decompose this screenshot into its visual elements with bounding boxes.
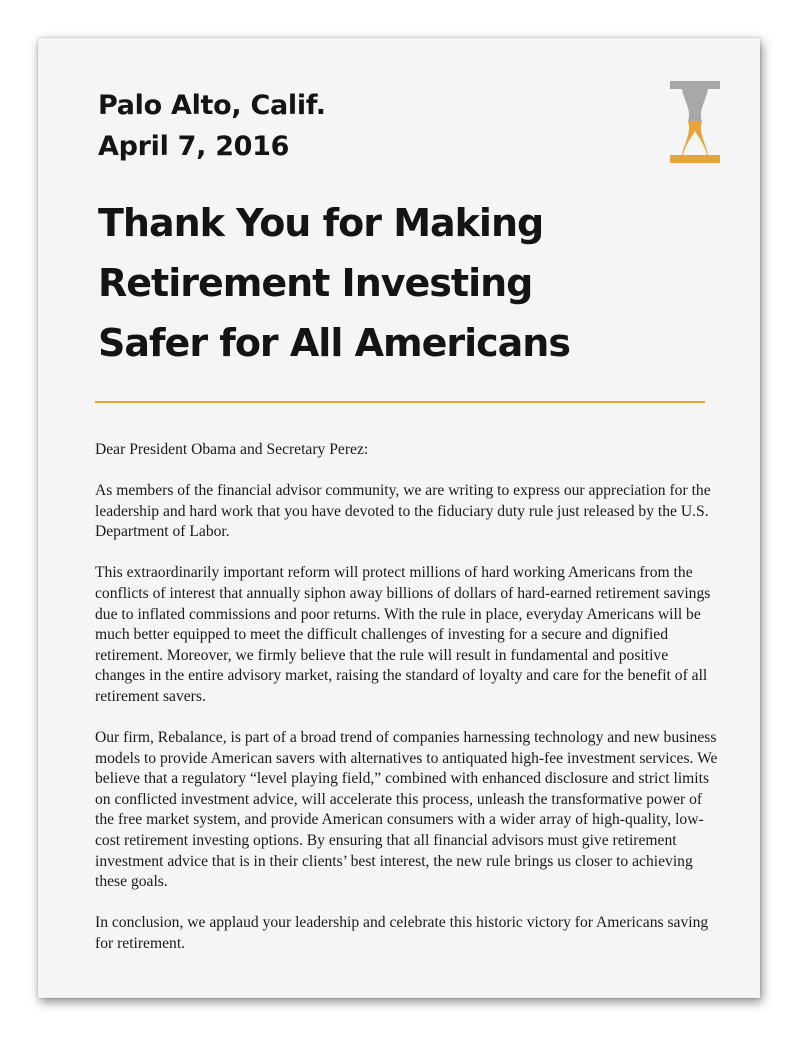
location-line: Palo Alto, Calif. <box>98 90 326 121</box>
headline-line: Retirement Investing <box>98 261 533 305</box>
headline-line: Safer for All Americans <box>98 321 570 365</box>
letter-page <box>38 38 760 998</box>
headline-line: Thank You for Making <box>98 201 544 245</box>
body-paragraph: As members of the financial advisor community, we are writing to express our appreciation for the leadership and hard work that you have devoted to the fiduciary duty rule just released by the U.S. Department of Labor. <box>95 482 711 541</box>
salutation: Dear President Obama and Secretary Perez: <box>95 441 369 458</box>
body-paragraph: Our firm, Rebalance, is part of a broad trend of companies harnessing technology and new business models to provide American savers with alternatives to antiquated high-fee investment services. We believe that a regulatory “level playing field,” combined with enhanced disclosure and strict limits on conflicted investment advice, will accelerate this process, unleash the transformative power of the free market system, and provide American consumers with a wider array of high-quality, low-cost retirement investing options. By ensuring that all financial advisors must give retirement investment advice that is in their clients’ best interest, the new rule brings us closer to achieving these goals. <box>95 729 718 891</box>
dateline <box>98 85 326 167</box>
hourglass-logo-icon <box>668 81 722 163</box>
date-line: April 7, 2016 <box>98 131 290 162</box>
logo-top-shape <box>670 81 720 121</box>
body-paragraph: In conclusion, we applaud your leadership and celebrate this historic victory for Americans saving for retirement. <box>95 914 709 952</box>
body-paragraph: This extraordinarily important reform will protect millions of hard working Americans from the conflicts of interest that annually siphon away billions of dollars of hard-earned retirement savings due to inflated commissions and poor returns. With the rule in place, everyday Americans will be much better equipped to meet the difficult challenges of investing for a secure and dignified retirement. Moreover, we firmly believe that the rule will result in fundamental and positive changes in the entire advisory market, raising the standard of loyalty and care for the benefit of all retirement savers. <box>95 564 711 705</box>
headline <box>98 193 718 373</box>
accent-divider <box>95 401 705 403</box>
letter-body <box>95 440 720 975</box>
